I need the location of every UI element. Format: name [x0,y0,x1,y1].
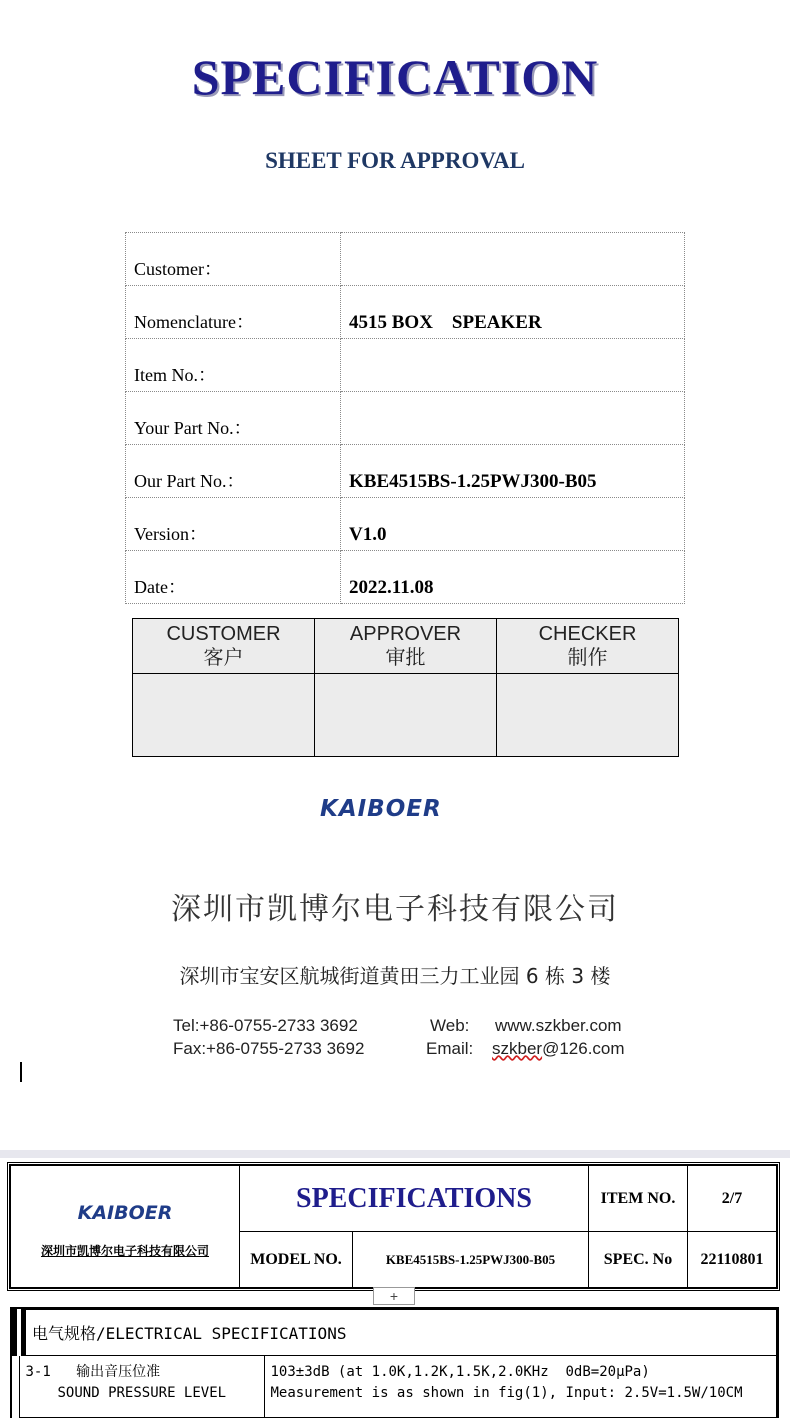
table-row [126,233,685,286]
table-row [126,551,685,604]
spec-value-cell [264,1356,777,1418]
signature-cell-customer[interactable] [133,674,315,757]
header-label-en: CUSTOMER [166,623,281,645]
field-value[interactable] [341,392,685,445]
field-label: Your Part No.： [126,392,341,445]
field-label: Customer： [126,233,341,286]
spec-value-line1: 103±3dB (at 1.0K,1.2K,1.5K,2.0KHz 0dB=20μPa) [270,1364,650,1380]
field-value[interactable] [341,339,685,392]
field-value[interactable]: 2022.11.08 [341,551,685,604]
company-address: 深圳市宝安区航城街道黄田三力工业园 6 栋 3 楼 [179,964,611,988]
field-value[interactable]: KBE4515BS-1.25PWJ300-B05 [341,445,685,498]
info-table [125,232,685,604]
page-subtitle: SHEET FOR APPROVAL [265,148,525,173]
model-no-value: KBE4515BS-1.25PWJ300-B05 [353,1232,589,1288]
header-title: SPECIFICATIONS [240,1166,589,1232]
spec-no-value: 22110801 [688,1232,777,1288]
logo-text: KAIBOER [320,796,442,822]
electrical-spec-table [12,1309,777,1418]
spec-id: 3-1 [25,1364,51,1380]
page-break [0,1150,790,1158]
approval-header-approver [315,619,497,674]
add-row-button[interactable]: + [373,1287,415,1305]
email-link[interactable] [492,1039,625,1059]
approval-header-checker [497,619,679,674]
header-logo-cell [11,1166,240,1288]
table-row [19,1310,777,1356]
table-row [11,1166,777,1232]
spec-name-cell [19,1356,264,1418]
approval-header-customer [133,619,315,674]
tel-text: Tel:+86-0755-2733 3692 [173,1016,358,1035]
table-row [126,498,685,551]
spec-name-en: SOUND PRESSURE LEVEL [57,1385,227,1401]
header-label-cn: 审批 [385,647,426,669]
spec-no-label: SPEC. No [589,1232,688,1288]
section-title: 电气规格/ELECTRICAL SPECIFICATIONS [19,1310,777,1356]
field-value[interactable] [341,233,685,286]
company-logo [320,796,442,822]
header-label-cn: 制作 [567,647,608,669]
field-label: Item No.： [126,339,341,392]
field-value[interactable]: 4515 BOX SPEAKER [341,286,685,339]
approval-table [132,618,679,757]
item-no-value: 2/7 [688,1166,777,1232]
text-cursor [20,1062,22,1082]
web-link[interactable]: www.szkber.com [495,1016,622,1035]
fax-text: Fax:+86-0755-2733 3692 [173,1039,365,1058]
email-domain: @126.com [542,1039,625,1058]
item-no-label: ITEM NO. [589,1166,688,1232]
page-title: SPECIFICATION [191,49,599,105]
table-row [126,392,685,445]
spec-name-cn: 输出音压位准 [76,1364,161,1380]
signature-cell-approver[interactable] [315,674,497,757]
spec-value-line2: Measurement is as shown in fig(1), Input: 2.5V=1.5W/10CM [270,1385,743,1401]
table-row [19,1356,777,1418]
header-label-en: APPROVER [349,623,462,645]
email-user: szkber [492,1039,543,1058]
field-label: Date： [126,551,341,604]
model-no-label: MODEL NO. [240,1232,353,1288]
table-row [126,339,685,392]
field-label: Our Part No.： [126,445,341,498]
table-row [133,619,679,674]
header-label-en: CHECKER [538,623,637,645]
field-label: Version： [126,498,341,551]
field-value[interactable]: V1.0 [341,498,685,551]
web-label: Web: [430,1016,470,1035]
header-logo: KAIBOER [77,1202,173,1224]
header-company: 深圳市凯博尔电子科技有限公司 [40,1244,209,1258]
company-name: 深圳市凯博尔电子科技有限公司 [171,892,619,927]
header-label-cn: 客户 [203,647,244,669]
field-label: Nomenclature： [126,286,341,339]
table-row [126,286,685,339]
table-row [126,445,685,498]
spec-header-table [10,1165,777,1288]
table-row [133,674,679,757]
signature-cell-checker[interactable] [497,674,679,757]
email-label: Email: [426,1039,474,1058]
